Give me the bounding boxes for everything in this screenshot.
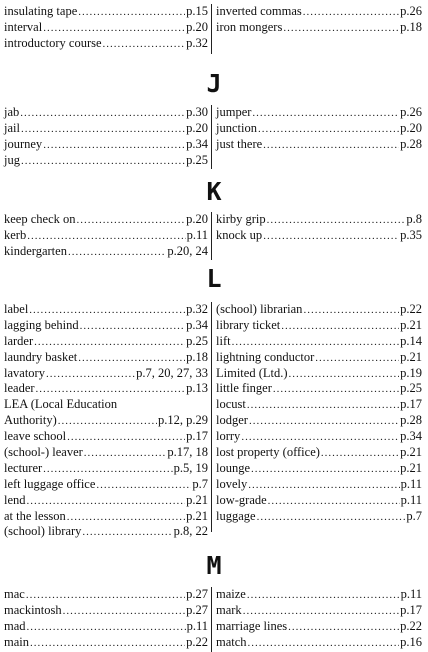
index-entry: little finger ..... p.25 — [216, 381, 422, 397]
index-entry: Limited (Ltd.) ..... p.19 — [216, 366, 422, 382]
index-entry: mac ..... p.27 — [4, 587, 208, 603]
index-entry: leave school ..... p.17 — [4, 429, 208, 445]
index-entry: mark ..... p.17 — [216, 603, 422, 619]
index-entry: lift ..... p.14 — [216, 334, 422, 350]
index-entry: lend ..... p.21 — [4, 493, 208, 509]
index-entry: lavatory ..... p.7, 20, 27, 33 — [4, 366, 208, 382]
index-entry: match ..... p.16 — [216, 635, 422, 651]
index-entry: lorry ..... p.34 — [216, 429, 422, 445]
column-divider — [211, 4, 212, 54]
column-divider — [211, 105, 212, 169]
index-entry: jug ..... p.25 — [4, 153, 208, 169]
index-entry: jumper ..... p.26 — [216, 105, 422, 121]
column-left — [4, 302, 208, 540]
column-divider — [211, 302, 212, 532]
index-entry: (school) librarian ..... p.22 — [216, 302, 422, 318]
index-entry: iron mongers ..... p.18 — [216, 20, 422, 36]
index-entry: locust ..... p.17 — [216, 397, 422, 413]
index-entry: jail ..... p.20 — [4, 121, 208, 137]
index-entry: (school) library ..... p.8, 22 — [4, 524, 208, 540]
index-entry: (school-) leaver ..... p.17, 18 — [4, 445, 208, 461]
index-entry: mackintosh ..... p.27 — [4, 603, 208, 619]
index-entry: lodger ..... p.28 — [216, 413, 422, 429]
section-letter-m: M — [206, 551, 222, 580]
section-letter-j: J — [206, 69, 222, 98]
column-left — [4, 105, 208, 169]
column-right — [216, 4, 422, 36]
index-entry: lounge ..... p.21 — [216, 461, 422, 477]
column-right — [216, 212, 422, 244]
index-entry: kindergarten ..... p.20, 24 — [4, 244, 208, 260]
column-right — [216, 587, 422, 651]
index-entry: marriage lines ..... p.22 — [216, 619, 422, 635]
section-letter-l: L — [206, 264, 222, 293]
column-divider — [211, 587, 212, 652]
index-entry: keep check on ..... p.20 — [4, 212, 208, 228]
index-entry: label ..... p.32 — [4, 302, 208, 318]
index-entry: insulating tape ..... p.15 — [4, 4, 208, 20]
index-entry: library ticket ..... p.21 — [216, 318, 422, 334]
column-left — [4, 4, 208, 52]
column-right — [216, 302, 422, 524]
index-entry: lovely ..... p.11 — [216, 477, 422, 493]
column-right — [216, 105, 422, 153]
index-entry: lost property (office) ..... p.21 — [216, 445, 422, 461]
index-entry: Authority) ..... p.12, p.29 — [4, 413, 208, 429]
index-entry: just there ..... p.28 — [216, 137, 422, 153]
index-entry: luggage ..... p.7 — [216, 509, 422, 525]
index-entry: laundry basket ..... p.18 — [4, 350, 208, 366]
index-entry: interval ..... p.20 — [4, 20, 208, 36]
index-entry: mad ..... p.11 — [4, 619, 208, 635]
index-entry: jab ..... p.30 — [4, 105, 208, 121]
index-entry: LEA (Local Education — [4, 397, 118, 412]
column-divider — [211, 212, 212, 260]
index-entry: low-grade ..... p.11 — [216, 493, 422, 509]
index-entry: journey ..... p.34 — [4, 137, 208, 153]
index-entry: lecturer ..... p.5, 19 — [4, 461, 208, 477]
index-entry: introductory course ..... p.32 — [4, 36, 208, 52]
index-entry: at the lesson ..... p.21 — [4, 509, 208, 525]
index-entry: leader ..... p.13 — [4, 381, 208, 397]
index-entry: kirby grip ..... p.8 — [216, 212, 422, 228]
index-entry: larder ..... p.25 — [4, 334, 208, 350]
column-left — [4, 587, 208, 651]
column-left — [4, 212, 208, 260]
index-entry: kerb ..... p.11 — [4, 228, 208, 244]
index-entry: junction ..... p.20 — [216, 121, 422, 137]
index-entry: lightning conductor ..... p.21 — [216, 350, 422, 366]
index-entry: inverted commas ..... p.26 — [216, 4, 422, 20]
index-entry: lagging behind ..... p.34 — [4, 318, 208, 334]
index-entry: knock up ..... p.35 — [216, 228, 422, 244]
section-letter-k: K — [206, 177, 222, 206]
index-entry: main ..... p.22 — [4, 635, 208, 651]
index-entry: maize ..... p.11 — [216, 587, 422, 603]
index-entry: left luggage office ..... p.7 — [4, 477, 208, 493]
